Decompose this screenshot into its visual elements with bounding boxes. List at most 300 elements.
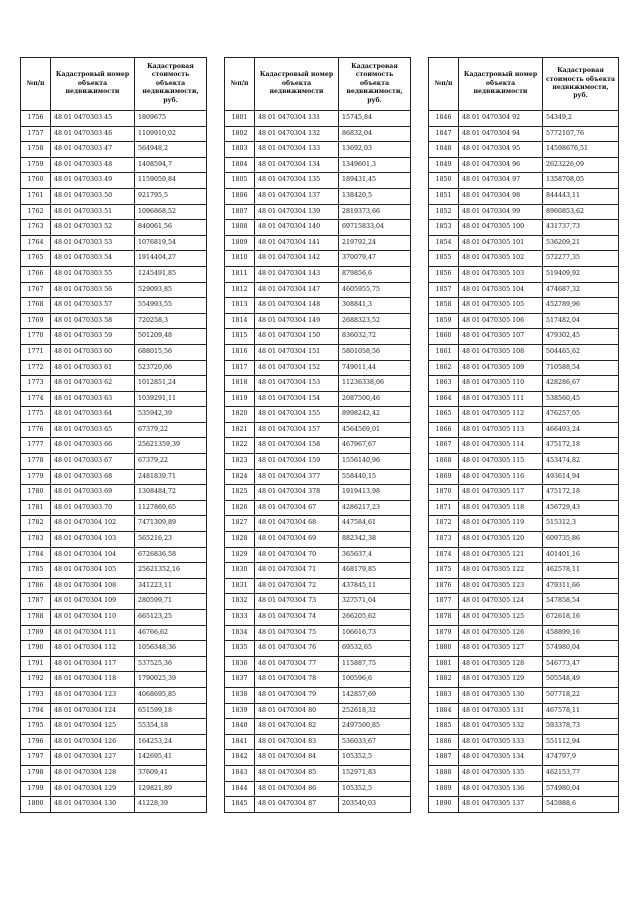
row-number: 1790 <box>21 641 51 657</box>
cadastral-number: 48 01 0470303 69 <box>51 485 135 501</box>
cadastral-value: 86832,04 <box>339 126 411 142</box>
row-number: 1769 <box>21 313 51 329</box>
cadastral-value: 25621359,39 <box>135 438 207 454</box>
cadastral-number: 48 01 0470305 119 <box>459 516 543 532</box>
cadastral-number: 48 01 0470305 131 <box>459 703 543 719</box>
row-number: 1852 <box>429 204 459 220</box>
table-row <box>429 563 619 579</box>
row-number: 1808 <box>225 220 255 236</box>
row-number: 1834 <box>225 625 255 641</box>
cadastral-number: 48 01 0470304 82 <box>255 719 339 735</box>
table-row <box>21 656 207 672</box>
cadastral-value: 41228,39 <box>135 797 207 813</box>
table-row <box>21 329 207 345</box>
cadastral-number: 48 01 0470304 80 <box>255 703 339 719</box>
cadastral-value: 67379,22 <box>135 422 207 438</box>
cadastral-number: 48 01 0470304 140 <box>255 220 339 236</box>
cadastral-number: 48 01 0470305 128 <box>459 656 543 672</box>
table-row <box>21 532 207 548</box>
cadastral-number: 48 01 0470305 104 <box>459 282 543 298</box>
cadastral-value: 2688323,52 <box>339 313 411 329</box>
cadastral-number: 48 01 0470305 100 <box>459 220 543 236</box>
cadastral-number: 48 01 0470304 377 <box>255 469 339 485</box>
table-row <box>429 532 619 548</box>
table-row <box>21 703 207 719</box>
cadastral-number: 48 01 0470304 103 <box>51 532 135 548</box>
cadastral-number: 48 01 0470304 152 <box>255 360 339 376</box>
row-number: 1838 <box>225 687 255 703</box>
row-number: 1849 <box>429 157 459 173</box>
table-row <box>225 454 411 470</box>
table-row <box>21 173 207 189</box>
table-row <box>225 391 411 407</box>
row-number: 1864 <box>429 391 459 407</box>
row-number: 1841 <box>225 734 255 750</box>
table-row <box>21 438 207 454</box>
table-row <box>429 220 619 236</box>
table-row <box>225 235 411 251</box>
cadastral-number: 48 01 0470304 147 <box>255 282 339 298</box>
cadastral-value: 672618,16 <box>543 610 619 626</box>
row-number: 1806 <box>225 188 255 204</box>
row-number: 1858 <box>429 298 459 314</box>
table-row <box>429 719 619 735</box>
cadastral-value: 1914404,27 <box>135 251 207 267</box>
table-row <box>21 391 207 407</box>
cadastral-number: 48 01 0470303 51 <box>51 204 135 220</box>
table-row <box>225 656 411 672</box>
cadastral-value: 266205,62 <box>339 610 411 626</box>
table-row <box>21 111 207 127</box>
cadastral-number: 48 01 0470305 111 <box>459 391 543 407</box>
table-row <box>225 485 411 501</box>
cadastral-value: 501209,48 <box>135 329 207 345</box>
cadastral-value: 749011,44 <box>339 360 411 376</box>
table-row <box>225 142 411 158</box>
cadastral-value: 6726836,58 <box>135 547 207 563</box>
cadastral-value: 55354,18 <box>135 719 207 735</box>
table-row <box>21 578 207 594</box>
row-number: 1829 <box>225 547 255 563</box>
cadastral-number: 48 01 0470304 131 <box>255 111 339 127</box>
cadastral-value: 836032,72 <box>339 329 411 345</box>
cadastral-value: 8960853,62 <box>543 204 619 220</box>
row-number: 1813 <box>225 298 255 314</box>
row-number: 1814 <box>225 313 255 329</box>
cadastral-number: 48 01 0470304 118 <box>51 672 135 688</box>
row-number: 1809 <box>225 235 255 251</box>
table-row <box>225 126 411 142</box>
cadastral-value: 14598676,51 <box>543 142 619 158</box>
table-row <box>225 313 411 329</box>
cadastral-value: 651599,18 <box>135 703 207 719</box>
cadastral-value: 1056348,36 <box>135 641 207 657</box>
cadastral-number: 48 01 0470304 85 <box>255 765 339 781</box>
table-row <box>429 687 619 703</box>
row-number: 1857 <box>429 282 459 298</box>
cadastral-number: 48 01 0470304 129 <box>51 781 135 797</box>
row-number: 1807 <box>225 204 255 220</box>
table-row <box>21 781 207 797</box>
row-number: 1785 <box>21 563 51 579</box>
cadastral-number: 48 01 0470305 118 <box>459 500 543 516</box>
row-number: 1819 <box>225 391 255 407</box>
table-row <box>429 391 619 407</box>
cadastral-number: 48 01 0470305 123 <box>459 578 543 594</box>
table-row <box>429 157 619 173</box>
cadastral-number: 48 01 0470304 86 <box>255 781 339 797</box>
cadastral-value: 129821,89 <box>135 781 207 797</box>
table-row <box>21 407 207 423</box>
cadastral-number: 48 01 0470303 63 <box>51 391 135 407</box>
table-row <box>225 188 411 204</box>
cadastral-value: 106616,73 <box>339 625 411 641</box>
table-header-row <box>225 58 411 111</box>
row-number: 1885 <box>429 719 459 735</box>
cadastral-number: 48 01 0470303 45 <box>51 111 135 127</box>
cadastral-number: 48 01 0470304 87 <box>255 797 339 813</box>
cadastral-value: 507718,22 <box>543 687 619 703</box>
table-row <box>21 126 207 142</box>
table-row <box>429 438 619 454</box>
table-row <box>429 703 619 719</box>
row-number: 1792 <box>21 672 51 688</box>
row-number: 1831 <box>225 578 255 594</box>
row-number: 1880 <box>429 641 459 657</box>
table-row <box>225 781 411 797</box>
row-number: 1815 <box>225 329 255 345</box>
table-row <box>21 516 207 532</box>
cadastral-number: 48 01 0470304 71 <box>255 563 339 579</box>
table-row <box>429 376 619 392</box>
cadastral-number: 48 01 0470305 132 <box>459 719 543 735</box>
cadastral-number: 48 01 0470304 117 <box>51 656 135 672</box>
table-row <box>429 469 619 485</box>
row-number: 1869 <box>429 469 459 485</box>
row-number: 1851 <box>429 188 459 204</box>
row-number: 1795 <box>21 719 51 735</box>
cadastral-value: 467578,11 <box>543 703 619 719</box>
cadastral-value: 517482,04 <box>543 313 619 329</box>
cadastral-number: 48 01 0470304 135 <box>255 173 339 189</box>
row-number: 1797 <box>21 750 51 766</box>
table-row <box>225 594 411 610</box>
row-number: 1872 <box>429 516 459 532</box>
table-row <box>429 750 619 766</box>
cadastral-number: 48 01 0470303 50 <box>51 188 135 204</box>
table-row <box>225 298 411 314</box>
row-number: 1767 <box>21 282 51 298</box>
table-row <box>429 329 619 345</box>
cadastral-number: 48 01 0470305 121 <box>459 547 543 563</box>
table-row <box>429 781 619 797</box>
cadastral-number: 48 01 0470303 66 <box>51 438 135 454</box>
cadastral-value: 428286,67 <box>543 376 619 392</box>
cadastral-number: 48 01 0470303 58 <box>51 313 135 329</box>
cadastral-number: 48 01 0470305 112 <box>459 407 543 423</box>
table-row <box>429 126 619 142</box>
cadastral-value: 505548,49 <box>543 672 619 688</box>
cadastral-number: 48 01 0470304 149 <box>255 313 339 329</box>
cadastral-number: 48 01 0470303 56 <box>51 282 135 298</box>
row-number: 1827 <box>225 516 255 532</box>
row-number: 1765 <box>21 251 51 267</box>
cadastral-value: 1245491,85 <box>135 266 207 282</box>
table-row <box>225 500 411 516</box>
table-row <box>225 625 411 641</box>
table-row <box>21 204 207 220</box>
cadastral-value: 564948,2 <box>135 142 207 158</box>
cadastral-value: 572277,35 <box>543 251 619 267</box>
table-row <box>429 266 619 282</box>
cadastral-number: 48 01 0470304 68 <box>255 516 339 532</box>
table-row <box>21 251 207 267</box>
row-number: 1884 <box>429 703 459 719</box>
row-number: 1757 <box>21 126 51 142</box>
cadastral-number: 48 01 0470304 102 <box>51 516 135 532</box>
cadastral-value: 2819373,66 <box>339 204 411 220</box>
cadastral-value: 1556140,96 <box>339 454 411 470</box>
table-row <box>429 204 619 220</box>
cadastral-number: 48 01 0470304 112 <box>51 641 135 657</box>
cadastral-value: 365637,4 <box>339 547 411 563</box>
cadastral-number: 48 01 0470305 109 <box>459 360 543 376</box>
cadastral-number: 48 01 0470304 70 <box>255 547 339 563</box>
cadastral-number: 48 01 0470305 129 <box>459 672 543 688</box>
table-row <box>225 407 411 423</box>
cadastral-value: 327571,04 <box>339 594 411 610</box>
header-cadastral-number: Кадастровый номер объекта недвижимости <box>255 58 339 111</box>
row-number: 1801 <box>225 111 255 127</box>
row-number: 1762 <box>21 204 51 220</box>
table-row <box>429 344 619 360</box>
row-number: 1789 <box>21 625 51 641</box>
cadastral-value: 219792,24 <box>339 235 411 251</box>
table-row <box>21 298 207 314</box>
row-number: 1791 <box>21 656 51 672</box>
table-row <box>429 547 619 563</box>
row-number: 1788 <box>21 610 51 626</box>
cadastral-table-1 <box>20 57 207 813</box>
table-row <box>225 547 411 563</box>
cadastral-number: 48 01 0470304 72 <box>255 578 339 594</box>
cadastral-number: 48 01 0470303 70 <box>51 500 135 516</box>
row-number: 1860 <box>429 329 459 345</box>
cadastral-number: 48 01 0470305 102 <box>459 251 543 267</box>
header-cadastral-number: Кадастровый номер объекта недвижимости <box>459 58 543 111</box>
cadastral-number: 48 01 0470305 113 <box>459 422 543 438</box>
cadastral-number: 48 01 0470303 54 <box>51 251 135 267</box>
cadastral-number: 48 01 0470304 94 <box>459 126 543 142</box>
row-number: 1877 <box>429 594 459 610</box>
table-row <box>225 719 411 735</box>
row-number: 1890 <box>429 797 459 813</box>
row-number: 1846 <box>429 111 459 127</box>
cadastral-value: 479302,45 <box>543 329 619 345</box>
row-number: 1889 <box>429 781 459 797</box>
table-row <box>429 188 619 204</box>
table-row <box>225 516 411 532</box>
cadastral-value: 138420,5 <box>339 188 411 204</box>
cadastral-value: 2497500,85 <box>339 719 411 735</box>
table-row <box>429 251 619 267</box>
cadastral-value: 593378,73 <box>543 719 619 735</box>
row-number: 1845 <box>225 797 255 813</box>
cadastral-value: 456729,43 <box>543 500 619 516</box>
cadastral-number: 48 01 0470303 48 <box>51 157 135 173</box>
cadastral-number: 48 01 0470304 153 <box>255 376 339 392</box>
cadastral-value: 2087500,46 <box>339 391 411 407</box>
table-row <box>225 266 411 282</box>
table-row <box>429 625 619 641</box>
cadastral-number: 48 01 0470303 57 <box>51 298 135 314</box>
cadastral-number: 48 01 0470304 73 <box>255 594 339 610</box>
table-row <box>429 111 619 127</box>
table-row <box>429 282 619 298</box>
cadastral-number: 48 01 0470304 137 <box>255 188 339 204</box>
cadastral-number: 48 01 0470304 97 <box>459 173 543 189</box>
row-number: 1779 <box>21 469 51 485</box>
cadastral-value: 475172,18 <box>543 485 619 501</box>
table-row <box>225 578 411 594</box>
table-header-row <box>21 58 207 111</box>
row-number: 1886 <box>429 734 459 750</box>
cadastral-number: 48 01 0470303 65 <box>51 422 135 438</box>
table-row <box>429 641 619 657</box>
row-number: 1770 <box>21 329 51 345</box>
table-row <box>21 547 207 563</box>
cadastral-value: 844443,11 <box>543 188 619 204</box>
cadastral-value: 15745,84 <box>339 111 411 127</box>
row-number: 1830 <box>225 563 255 579</box>
table-row <box>225 734 411 750</box>
row-number: 1784 <box>21 547 51 563</box>
cadastral-value: 529093,85 <box>135 282 207 298</box>
table-row <box>225 797 411 813</box>
cadastral-number: 48 01 0470303 60 <box>51 344 135 360</box>
row-number: 1854 <box>429 235 459 251</box>
cadastral-number: 48 01 0470304 148 <box>255 298 339 314</box>
cadastral-number: 48 01 0470305 130 <box>459 687 543 703</box>
cadastral-number: 48 01 0470305 116 <box>459 469 543 485</box>
cadastral-value: 2481839,71 <box>135 469 207 485</box>
table-header-row <box>429 58 619 111</box>
cadastral-value: 538560,45 <box>543 391 619 407</box>
cadastral-number: 48 01 0470304 79 <box>255 687 339 703</box>
table-row <box>21 235 207 251</box>
cadastral-value: 574980,04 <box>543 781 619 797</box>
cadastral-value: 535942,39 <box>135 407 207 423</box>
cadastral-number: 48 01 0470303 64 <box>51 407 135 423</box>
row-number: 1777 <box>21 438 51 454</box>
cadastral-number: 48 01 0470305 103 <box>459 266 543 282</box>
cadastral-value: 164253,24 <box>135 734 207 750</box>
cadastral-value: 308841,3 <box>339 298 411 314</box>
cadastral-number: 48 01 0470304 84 <box>255 750 339 766</box>
cadastral-value: 37609,41 <box>135 765 207 781</box>
table-row <box>21 313 207 329</box>
cadastral-value: 189431,45 <box>339 173 411 189</box>
cadastral-value: 515312,3 <box>543 516 619 532</box>
row-number: 1756 <box>21 111 51 127</box>
table-row <box>21 142 207 158</box>
cadastral-number: 48 01 0470305 108 <box>459 344 543 360</box>
table-row <box>225 360 411 376</box>
row-number: 1863 <box>429 376 459 392</box>
cadastral-value: 1809675 <box>135 111 207 127</box>
cadastral-number: 48 01 0470305 115 <box>459 454 543 470</box>
cadastral-value: 46766,62 <box>135 625 207 641</box>
cadastral-number: 48 01 0470304 155 <box>255 407 339 423</box>
table-row <box>225 376 411 392</box>
row-number: 1826 <box>225 500 255 516</box>
cadastral-value: 370079,47 <box>339 251 411 267</box>
cadastral-value: 1349601,3 <box>339 157 411 173</box>
cadastral-value: 467967,67 <box>339 438 411 454</box>
row-number: 1875 <box>429 563 459 579</box>
table-row <box>225 703 411 719</box>
table-row <box>225 157 411 173</box>
table-row <box>429 500 619 516</box>
table-row <box>21 750 207 766</box>
table-row <box>225 563 411 579</box>
cadastral-number: 48 01 0470303 61 <box>51 360 135 376</box>
cadastral-value: 13692,03 <box>339 142 411 158</box>
row-number: 1878 <box>429 610 459 626</box>
cadastral-number: 48 01 0470305 107 <box>459 329 543 345</box>
row-number: 1760 <box>21 173 51 189</box>
row-number: 1776 <box>21 422 51 438</box>
table-row <box>21 719 207 735</box>
cadastral-value: 105352,5 <box>339 750 411 766</box>
cadastral-value: 115887,75 <box>339 656 411 672</box>
row-number: 1828 <box>225 532 255 548</box>
cadastral-value: 453474,82 <box>543 454 619 470</box>
cadastral-number: 48 01 0470304 126 <box>51 734 135 750</box>
cadastral-value: 710588,54 <box>543 360 619 376</box>
cadastral-value: 8998242,42 <box>339 407 411 423</box>
cadastral-table-3 <box>428 57 619 813</box>
row-number: 1805 <box>225 173 255 189</box>
table-row <box>429 313 619 329</box>
header-cadastral-value: Кадастровая стоимость объекта недвижимости, руб. <box>339 58 411 111</box>
table-row <box>225 765 411 781</box>
cadastral-value: 558440,15 <box>339 469 411 485</box>
row-number: 1861 <box>429 344 459 360</box>
table-row <box>225 251 411 267</box>
cadastral-number: 48 01 0470304 158 <box>255 438 339 454</box>
cadastral-number: 48 01 0470305 124 <box>459 594 543 610</box>
cadastral-number: 48 01 0470304 110 <box>51 610 135 626</box>
table-row <box>225 687 411 703</box>
cadastral-number: 48 01 0470304 98 <box>459 188 543 204</box>
row-number: 1847 <box>429 126 459 142</box>
cadastral-number: 48 01 0470304 139 <box>255 204 339 220</box>
cadastral-number: 48 01 0470304 76 <box>255 641 339 657</box>
table-row <box>21 594 207 610</box>
row-number: 1778 <box>21 454 51 470</box>
cadastral-number: 48 01 0470304 132 <box>255 126 339 142</box>
cadastral-value: 462153,77 <box>543 765 619 781</box>
row-number: 1883 <box>429 687 459 703</box>
cadastral-value: 4605955,75 <box>339 282 411 298</box>
row-number: 1873 <box>429 532 459 548</box>
cadastral-value: 840061,56 <box>135 220 207 236</box>
cadastral-value: 574980,04 <box>543 641 619 657</box>
row-number: 1812 <box>225 282 255 298</box>
table-row <box>21 344 207 360</box>
row-number: 1853 <box>429 220 459 236</box>
